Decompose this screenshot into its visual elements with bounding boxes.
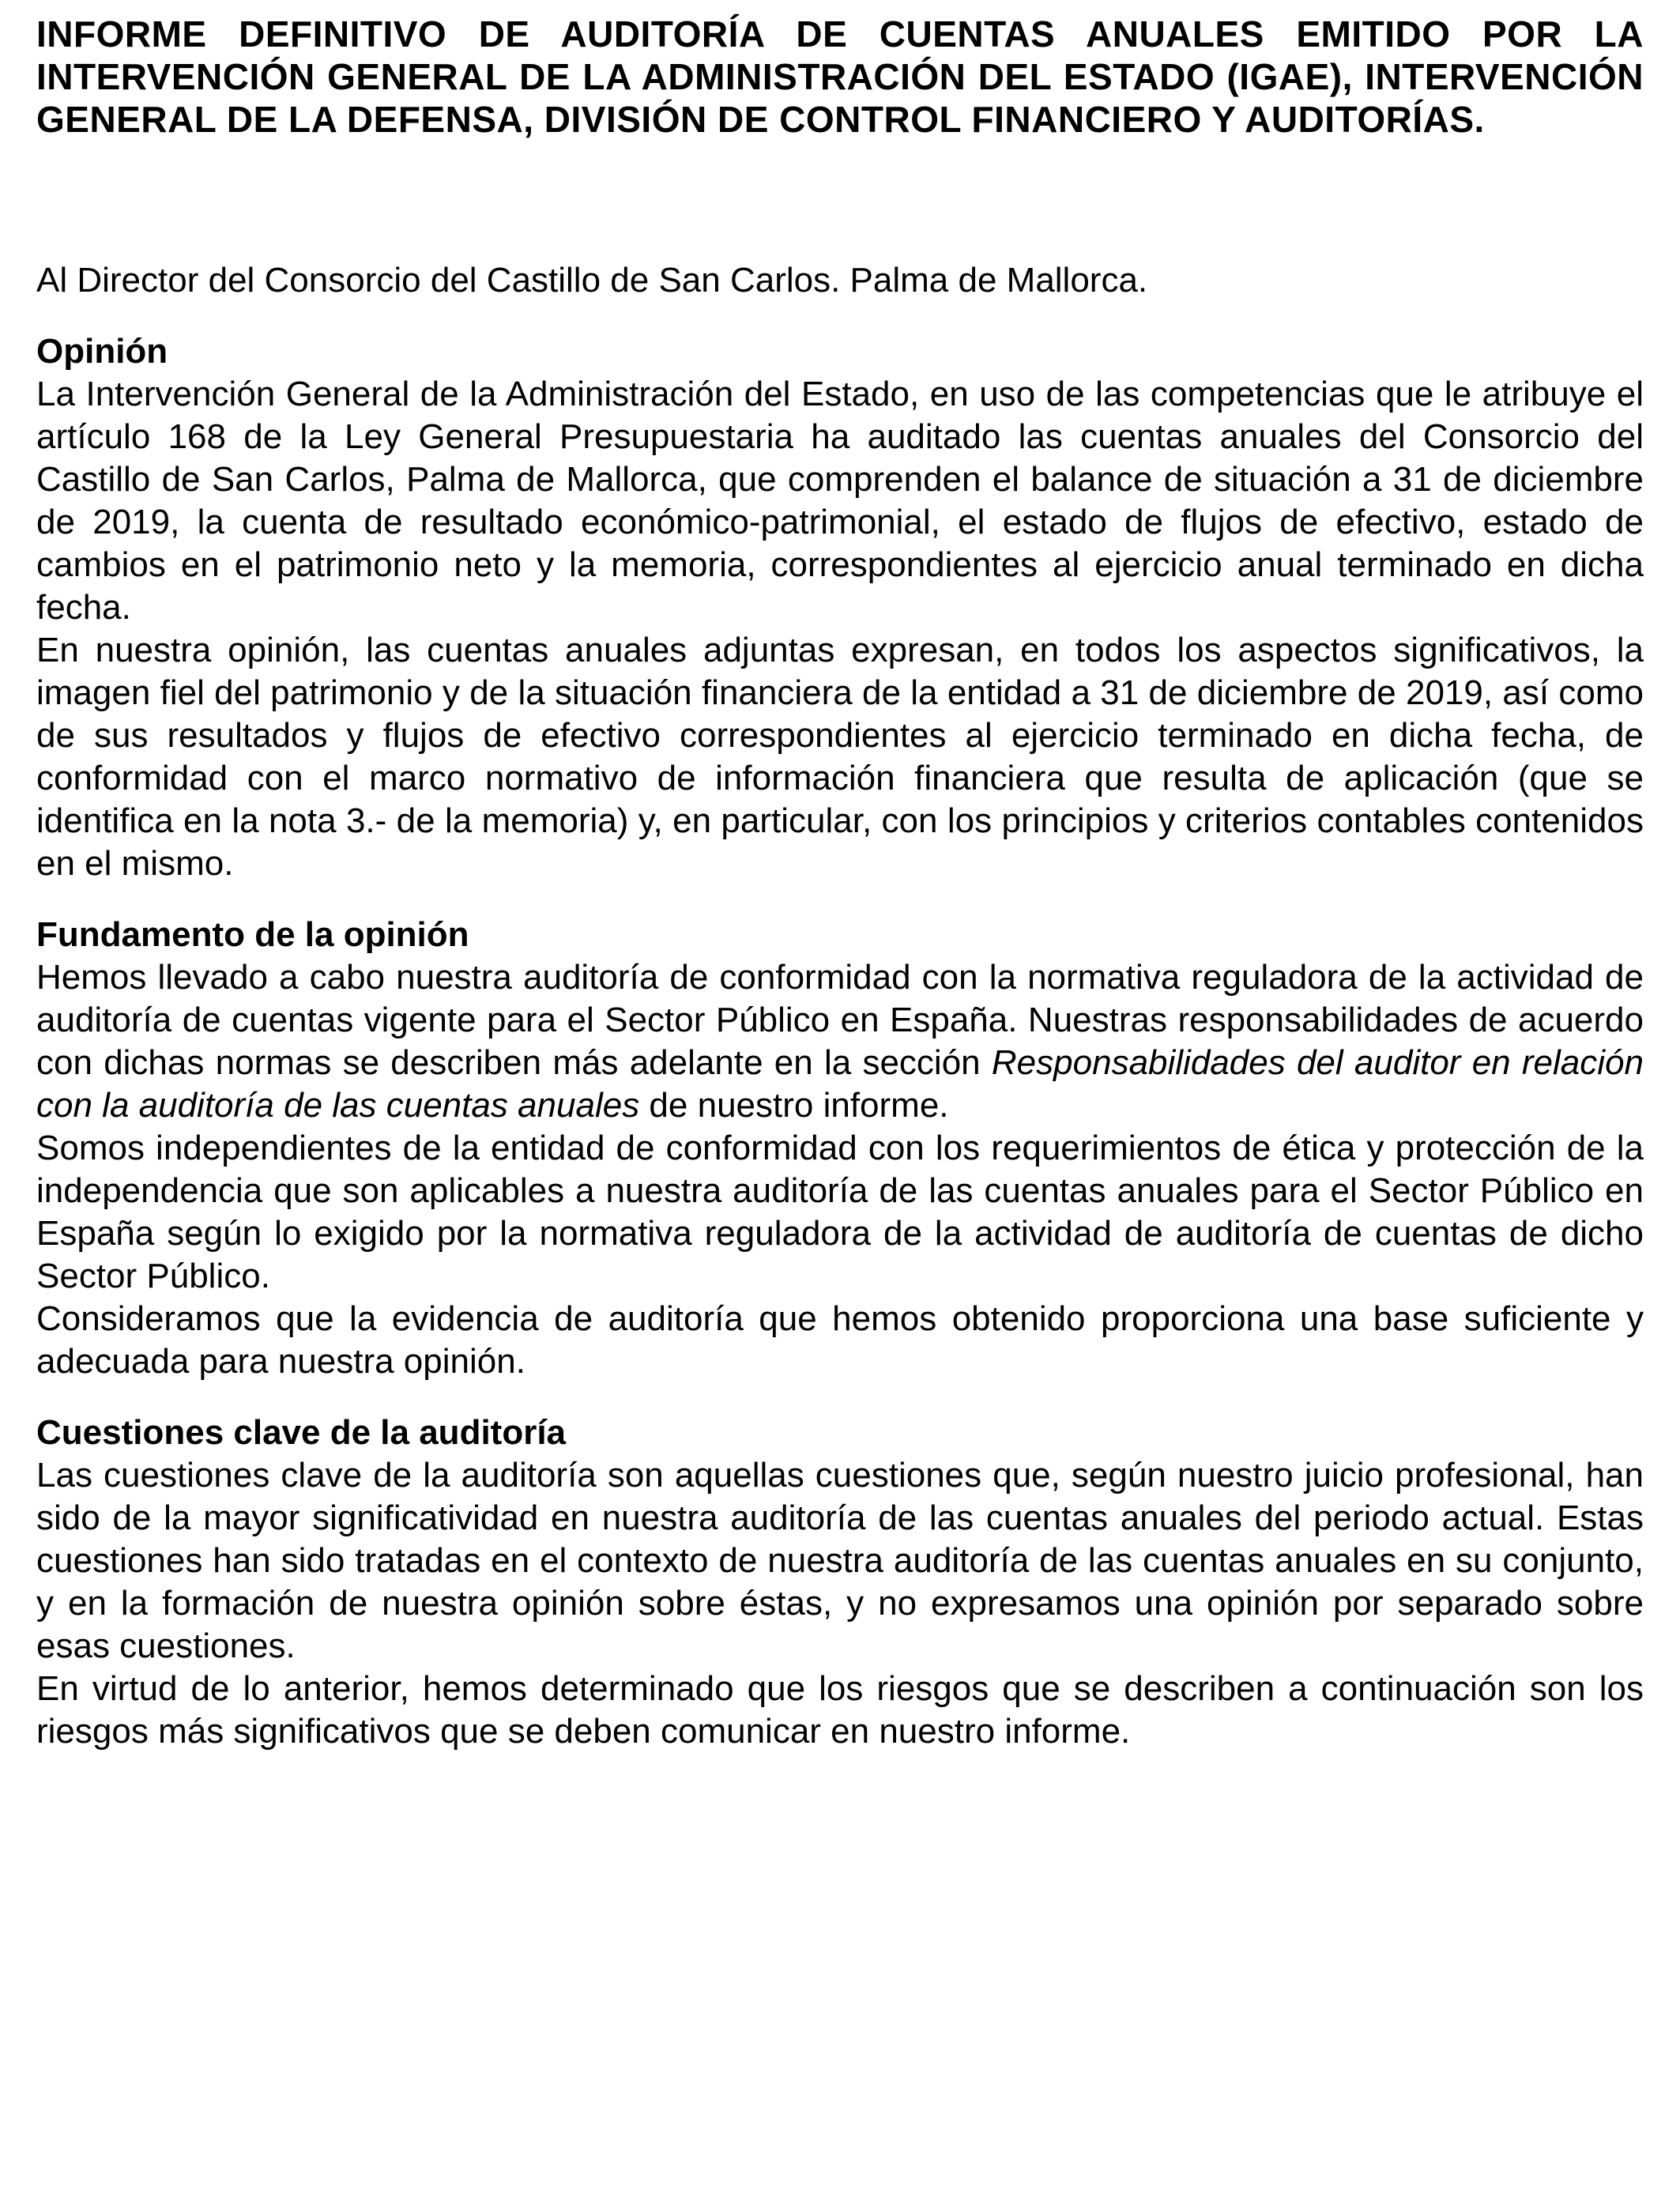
document-page xyxy=(36,13,1644,1753)
section-heading-cuestiones: Cuestiones clave de la auditoría xyxy=(36,1413,567,1452)
paragraph-opinion-statement: En nuestra opinión, las cuentas anuales adjuntas expresan, en todos los aspectos significativos, la imagen fiel del patrimonio y de la situación financiera de la entidad a 31 de diciembre de 2019, así como de sus resultados y flujos de efectivo correspondientes al ejercicio terminado en dicha fecha, de conformidad con el marco normativo de información financiera que resulta de aplicación (que se identifica en la nota 3.- de la memoria) y, en particular, con los principios y criterios contables contenidos en el mismo. xyxy=(36,631,1644,883)
paragraph-fundamento-independencia: Somos independientes de la entidad de conformidad con los requerimientos de ética y protección de la independencia que son aplicables a nuestra auditoría de las cuentas anuales para el Sector Público en España según lo exigido por la normativa reguladora de la actividad de auditoría de cuentas de dicho Sector Público. xyxy=(36,1129,1644,1295)
fundamento-text-end: de nuestro informe. xyxy=(639,1086,949,1125)
fundamento-section-reference: Responsabilidades del auditor en relación con la auditoría de las cuentas anuales xyxy=(36,1043,1644,1125)
section-heading-fundamento: Fundamento de la opinión xyxy=(36,915,469,954)
paragraph-opinion-scope: La Intervención General de la Administración del Estado, en uso de las competencias que le atribuye el artículo 168 de la Ley General Presupuestaria ha auditado las cuentas anuales del Consorcio del Castillo de San Carlos, Palma de Mallorca, que comprenden el balance de situación a 31 de diciembre de 2019, la cuenta de resultado económico-patrimonial, el estado de flujos de efectivo, estado de cambios en el patrimonio neto y la memoria, correspondientes al ejercicio anual terminado en dicha fecha. xyxy=(36,375,1644,627)
section-heading-opinion: Opinión xyxy=(36,332,168,371)
paragraph-fundamento-evidencia: Consideramos que la evidencia de auditoría que hemos obtenido proporciona una base suficiente y adecuada para nuestra opinión. xyxy=(36,1299,1644,1381)
fundamento-text-start: Hemos llevado a cabo nuestra auditoría de conformidad con la normativa reguladora de la actividad de auditoría de cuentas vigente para el Sector Público en España. Nuestras responsabilidades de acuerdo con dichas normas se describen más adelante en la sección xyxy=(36,958,1644,1082)
paragraph-cuestiones-riesgos: En virtud de lo anterior, hemos determinado que los riesgos que se describen a continuación son los riesgos más significativos que se deben comunicar en nuestro informe. xyxy=(36,1669,1644,1751)
document-title: INFORME DEFINITIVO DE AUDITORÍA DE CUENTAS ANUALES EMITIDO POR LA INTERVENCIÓN GENERAL DE LA ADMINISTRACIÓN DEL ESTADO (IGAE), INTERVENCIÓN GENERAL DE LA DEFENSA, DIVISIÓN DE CONTROL FINANCIERO Y AUDITORÍAS. xyxy=(36,13,1644,140)
paragraph-fundamento-normativa xyxy=(36,956,1644,1127)
addressee-line: Al Director del Consorcio del Castillo de San Carlos. Palma de Mallorca. xyxy=(36,261,1148,300)
paragraph-cuestiones-definicion: Las cuestiones clave de la auditoría son aquellas cuestiones que, según nuestro juicio profesional, han sido de la mayor significatividad en nuestra auditoría de las cuentas anuales del periodo actual. Estas cuestiones han sido tratadas en el contexto de nuestra auditoría de las cuentas anuales en su conjunto, y en la formación de nuestra opinión sobre éstas, y no expresamos una opinión por separado sobre esas cuestiones. xyxy=(36,1456,1644,1665)
